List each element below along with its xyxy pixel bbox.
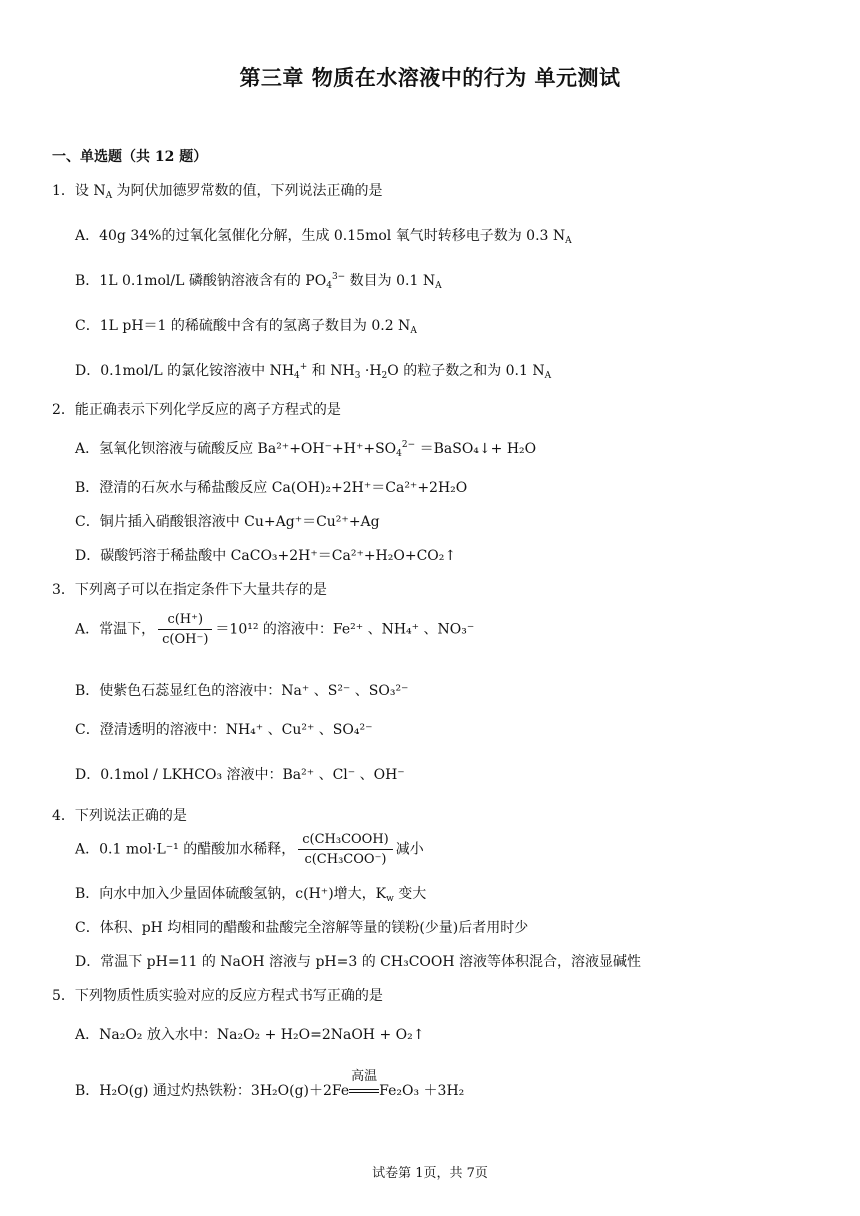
question-2-stem: 2．能正确表示下列化学反应的离子方程式的是 [52,402,341,418]
question-3-option-c: C．澄清透明的溶液中：NH₄⁺ 、Cu²⁺ 、SO₄²⁻ [75,722,373,738]
q1-d-sub2: 3 [354,371,361,381]
section-heading: 一、单选题（共 12 题） [52,149,208,165]
q1-a-sub: A [565,236,572,246]
question-5-option-a: A．Na₂O₂ 放入水中：Na₂O₂ + H₂O=2NaOH + O₂↑ [75,1027,425,1043]
q5-equals-sign [349,1089,379,1093]
page-title: 第三章 物质在水溶液中的行为 单元测试 [239,66,621,90]
q2-a-text: A．氢氧化钡溶液与硫酸反应 Ba²⁺+OH⁻+H⁺+SO [75,441,397,457]
q3-frac-den: c(OH⁻) [162,632,209,647]
question-3-stem: 3．下列离子可以在指定条件下大量共存的是 [52,582,327,598]
q4-a-pre: A．0.1 mol·L⁻¹ 的醋酸加水稀释， [75,841,296,858]
q1-d-mid3: O 的粒子数之和为 0.1 N [387,363,545,379]
question-2-option-c: C．铜片插入硝酸银溶液中 Cu+Ag⁺＝Cu²⁺+Ag [75,514,380,530]
question-1-option-d [75,360,551,380]
q1-stem-sub: A [105,191,113,201]
question-5-stem: 5．下列物质性质实验对应的反应方程式书写正确的是 [52,988,383,1004]
q1-d-pre: D．0.1mol/L 的氯化铵溶液中 NH [75,363,295,379]
q5-b-pre: B．H₂O(g) 通过灼热铁粉：3H₂O(g)＋2Fe [75,1083,350,1099]
q1-d-sup1: + [299,362,308,372]
question-4-stem: 4．下列说法正确的是 [52,808,187,824]
question-4-option-d: D．常温下 pH=11 的 NaOH 溶液与 pH=3 的 CH₃COOH 溶液等体积混合，溶液显碱性 [75,954,642,970]
q4-b-tail: 变大 [393,886,427,902]
q4-frac-den: c(CH₃COO⁻) [304,852,387,867]
page-footer: 试卷第 1页，共 7页 [372,1166,488,1181]
q1-d-mid2: ·H [360,363,382,379]
q5-b-tail: Fe₂O₃ ＋3H₂ [379,1083,465,1099]
q1-b-tail: 数目为 0.1 N [345,273,436,289]
q3-fraction [158,612,212,647]
q5-condition-label: 高温 [351,1069,378,1084]
q2-a-sub: 4 [396,449,402,459]
question-2-option-d: D．碳酸钙溶于稀盐酸中 CaCO₃+2H⁺＝Ca²⁺+H₂O+CO₂↑ [75,548,457,564]
q4-b-sub: w [386,894,394,904]
question-3-option-d: D．0.1mol / LKHCO₃ 溶液中：Ba²⁺ 、Cl⁻ 、OH⁻ [75,767,405,783]
q1-c-sub: A [410,326,417,336]
question-1-option-a [75,225,572,245]
question-3-option-a [75,612,474,647]
q1-stem-tail: 为阿伏加德罗常数的值，下列说法正确的是 [112,183,383,199]
q4-fraction [298,832,393,867]
q3-a-pre: A．常温下， [75,621,156,638]
q1-d-sub3: 2 [381,371,388,381]
question-1-stem [52,180,383,200]
q4-a-tail: 减小 [395,841,424,858]
question-3-option-b: B．使紫色石蕊显红色的溶液中：Na⁺ 、S²⁻ 、SO₃²⁻ [75,683,409,699]
q5-reaction-condition [349,1069,379,1099]
question-4-option-a [75,832,424,867]
q1-b-sub: 4 [326,281,332,291]
question-2-option-a [75,438,536,458]
q2-a-tail: ＝BaSO₄↓+ H₂O [415,441,537,457]
q1-b-pre: B．1L 0.1mol/L 磷酸钠溶液含有的 PO [75,273,327,289]
q1-d-sub1: 4 [294,371,300,381]
q1-c-text: C．1L pH＝1 的稀硫酸中含有的氢离子数目为 0.2 N [75,318,411,334]
question-1-option-b [75,270,442,290]
q1-a-text: A．40g 34%的过氧化氢催化分解，生成 0.15mol 氧气时转移电子数为 0.3 N [75,228,566,244]
q1-b-sup: 3− [331,272,346,282]
q1-d-sub4: A [544,371,552,381]
question-1-option-c [75,315,417,335]
question-4-option-b [75,883,426,903]
q2-a-sup: 2− [401,440,416,450]
q3-frac-num: c(H⁺) [158,612,212,630]
question-5-option-b [75,1069,465,1100]
question-2-option-b: B．澄清的石灰水与稀盐酸反应 Ca(OH)₂+2H⁺＝Ca²⁺+2H₂O [75,480,468,496]
q3-a-tail: ＝10¹² 的溶液中：Fe²⁺ 、NH₄⁺ 、NO₃⁻ [215,621,475,638]
q1-b-tsub: A [435,281,442,291]
q1-stem-text: 1．设 N [52,183,106,199]
q1-d-mid: 和 NH [307,363,355,379]
question-4-option-c: C．体积、pH 均相同的醋酸和盐酸完全溶解等量的镁粉(少量)后者用时少 [75,920,529,936]
q4-b-text: B．向水中加入少量固体硫酸氢钠，c(H⁺)增大，K [75,886,387,902]
q4-frac-num: c(CH₃COOH) [298,832,393,850]
